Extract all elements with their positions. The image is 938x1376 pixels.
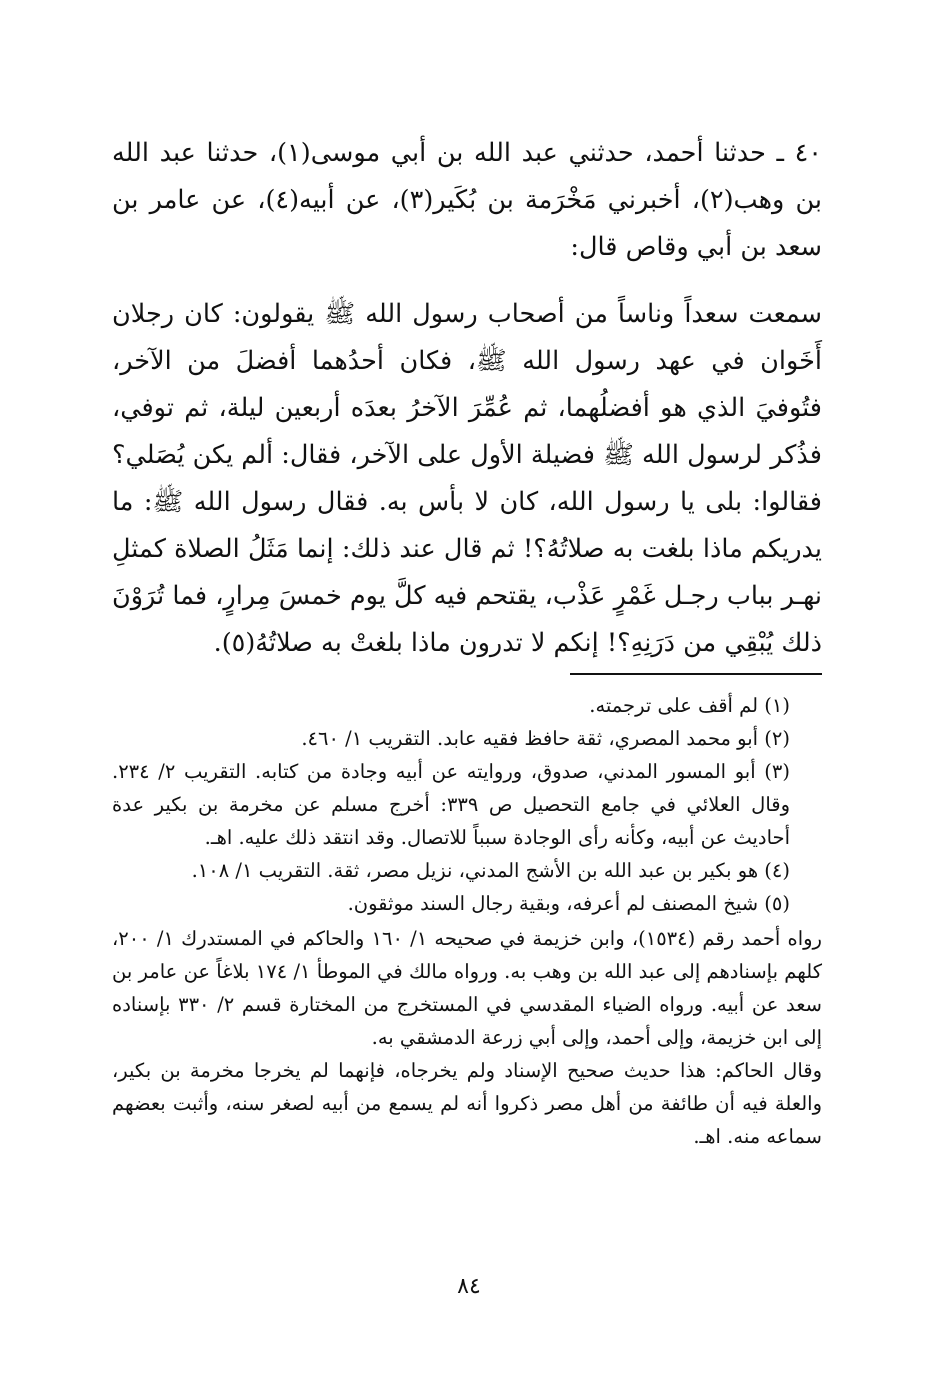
footnote-1: (١) لم أقف على ترجمته. [589, 694, 790, 717]
takhrij-paragraph-1: رواه أحمد رقم (١٥٣٤)، وابن خزيمة في صحيحه ١/ ١٦٠ والحاكم في المستدرك ١/ ٢٠٠، كلهم بإسنادهم إلى عبد الله بن وهب به. ورواه مالك في الموطأ ١/ ١٧٤ بلاغاً عن عامر بن سعد عن أبيه. ورواه الضياء المقدسي في المستخرج من المختارة قسم ٢/ ٣٣٠ بإسناده إلى ابن خزيمة، وإلى أحمد، وإلى أبي زرعة الدمشقي به. [112, 927, 822, 1049]
footnote-separator [570, 673, 822, 675]
footnote-2: (٢) أبو محمد المصري، ثقة حافظ فقيه عابد. التقريب ١/ ٤٦٠. [301, 727, 790, 750]
footnote-4: (٤) هو بكير بن عبد الله بن الأشج المدني، نزيل مصر، ثقة. التقريب ١/ ١٠٨. [191, 859, 790, 882]
hadith-isnad: ٤٠ ـ حدثنا أحمد، حدثني عبد الله بن أبي موسى(١)، حدثنا عبد الله بن وهب(٢)، أخبرني مَخْرَمة بن بُكَير(٣)، عن أبيه(٤)، عن عامر بن سعد بن أبي وقاص قال: [112, 138, 823, 262]
hadith-matn: سمعت سعداً وناساً من أصحاب رسول الله ﷺ يقولون: كان رجلان أَخَوان في عهد رسول الله ﷺ، فكان أحدُهما أفضلَ من الآخر، فتُوفيَ الذي هو أفضلُهما، ثم عُمِّرَ الآخرُ بعدَه أربعين ليلة، ثم توفي، فذُكر لرسول الله ﷺ فضيلة الأول على الآخر، فقال: ألم يكن يُصَلي؟ فقالوا: بلى يا رسول الله، كان لا بأس به. فقال رسول الله ﷺ: ما يدريكم ماذا بلغت به صلاتُهُ؟! ثم قال عند ذلك: إنما مَثَلُ الصلاة كمثلِ نهـر بباب رجـل غَمْرٍ عَذْب، يقتحم فيه كلَّ يوم خمسَ مِرارٍ، فما تُرَوْنَ ذلك يُبْقِي من دَرَنِهِ؟! إنكم لا تدرون ماذا بلغتْ به صلاتُهُ(٥). [112, 299, 822, 658]
footnote-3: (٣) أبو المسور المدني، صدوق، وروايته عن أبيه وجادة من كتابه. التقريب ٢/ ٢٣٤. وقال العلائي في جامع التحصيل ص ٣٣٩: أخرج مسلم عن مخرمة بن بكير عدة أحاديث عن أبيه، وكأنه رأى الوجادة سبباً للاتصال. وقد انتقد ذلك عليه. اهـ. [112, 760, 790, 849]
hadith-text [112, 130, 822, 667]
footnote-5: (٥) شيخ المصنف لم أعرفه، وبقية رجال السند موثقون. [347, 892, 790, 915]
page-number: ٨٤ [457, 1274, 481, 1299]
footnotes [112, 689, 822, 1153]
takhrij-paragraph-2: وقال الحاكم: هذا حديث صحيح الإسناد ولم يخرجاه، فإنهما لم يخرجا مخرمة بن بكير، والعلة فيه أن طائفة من أهل مصر ذكروا أنه لم يسمع من أبيه لصغر سنه، وأثبت بعضهم سماعه منه. اهـ. [112, 1059, 822, 1148]
